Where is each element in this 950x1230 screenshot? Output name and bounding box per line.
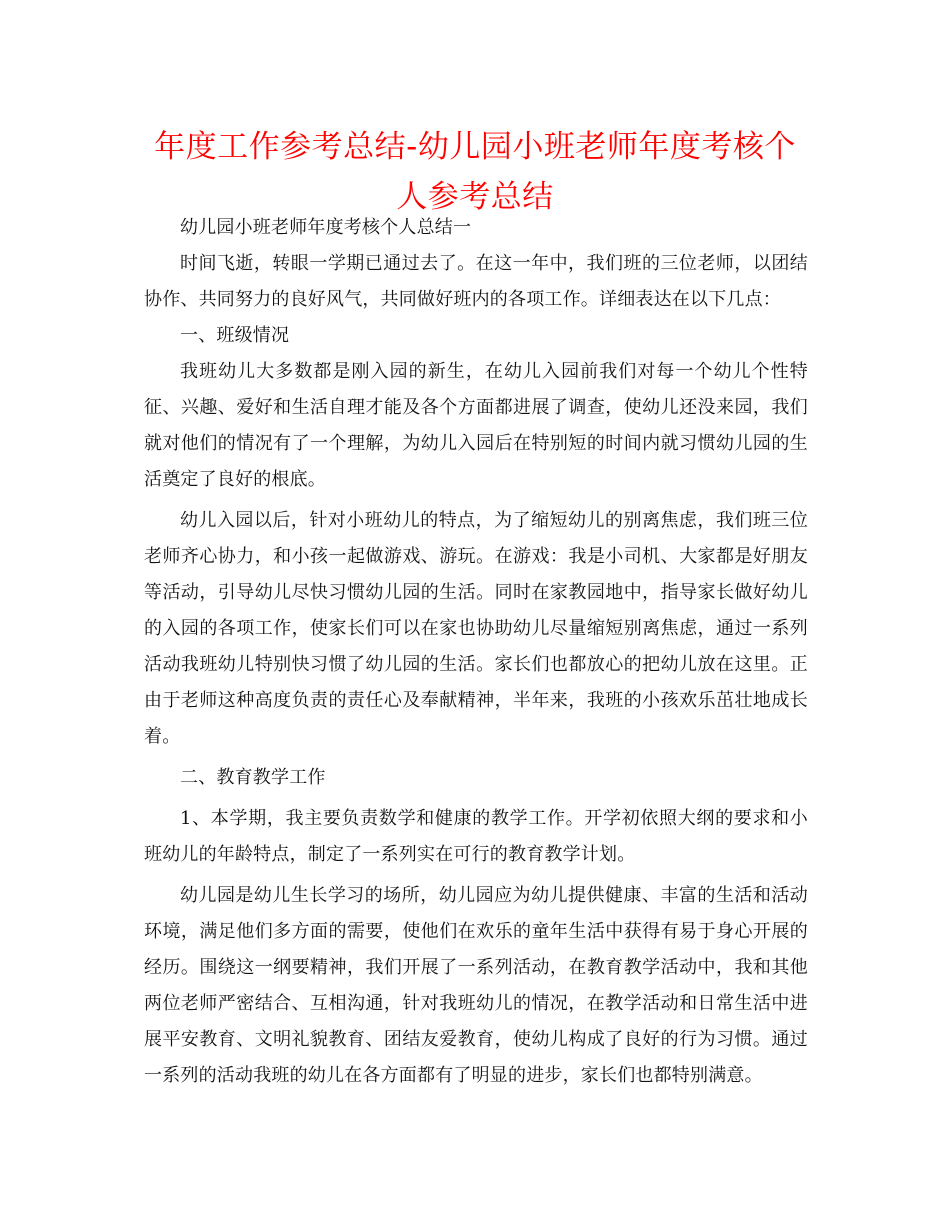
paragraph-intro: 时间飞逝，转眼一学期已通过去了。在这一年中，我们班的三位老师，以团结协作、共同努力的良好风气，共同做好班内的各项工作。详细表达在以下几点： — [144, 253, 808, 310]
paragraph-subtitle: 幼儿园小班老师年度考核个人总结一 — [180, 217, 472, 238]
section-heading-class-situation: 一、班级情况 — [180, 325, 290, 346]
document-body — [144, 210, 808, 1094]
section-heading-teaching: 二、教育教学工作 — [180, 767, 326, 788]
paragraph-teaching-plan: 1、本学期，我主要负责数学和健康的教学工作。开学初依照大纲的要求和小班幼儿的年龄特点，制定了一系列实在可行的教育教学计划。 — [144, 808, 808, 865]
paragraph-class-survey: 我班幼儿大多数都是刚入园的新生，在幼儿入园前我们对每一个幼儿个性特征、兴趣、爱好和生活自理才能及各个方面都进展了调查，使幼儿还没来园，我们就对他们的情况有了一个理解，为幼儿入园后在特别短的时间内就习惯幼儿园的生活奠定了良好的根底。 — [144, 361, 808, 490]
paragraph-adaptation: 幼儿入园以后，针对小班幼儿的特点，为了缩短幼儿的别离焦虑，我们班三位老师齐心协力，和小孩一起做游戏、游玩。在游戏：我是小司机、大家都是好朋友等活动，引导幼儿尽快习惯幼儿园的生活。同时在家教园地中，指导家长做好幼儿的入园的各项工作，使家长们可以在家也协助幼儿尽量缩短别离焦虑，通过一系列活动我班幼儿特别快习惯了幼儿园的生活。家长们也都放心的把幼儿放在这里。正由于老师这种高度负责的责任心及奉献精神，半年来，我班的小孩欢乐茁壮地成长着。 — [144, 510, 808, 747]
paragraph-environment: 幼儿园是幼儿生长学习的场所，幼儿园应为幼儿提供健康、丰富的生活和活动环境，满足他们多方面的需要，使他们在欢乐的童年生活中获得有易于身心开展的经历。围绕这一纲要精神，我们开展了一系列活动，在教育教学活动中，我和其他两位老师严密结合、互相沟通，针对我班幼儿的情况，在教学活动和日常生活中进展平安教育、文明礼貌教育、团结友爱教育，使幼儿构成了良好的行为习惯。通过一系列的活动我班的幼儿在各方面都有了明显的进步，家长们也都特别满意。 — [144, 885, 808, 1086]
document-title: 年度工作参考总结-幼儿园小班老师年度考核个人参考总结 — [154, 129, 796, 215]
